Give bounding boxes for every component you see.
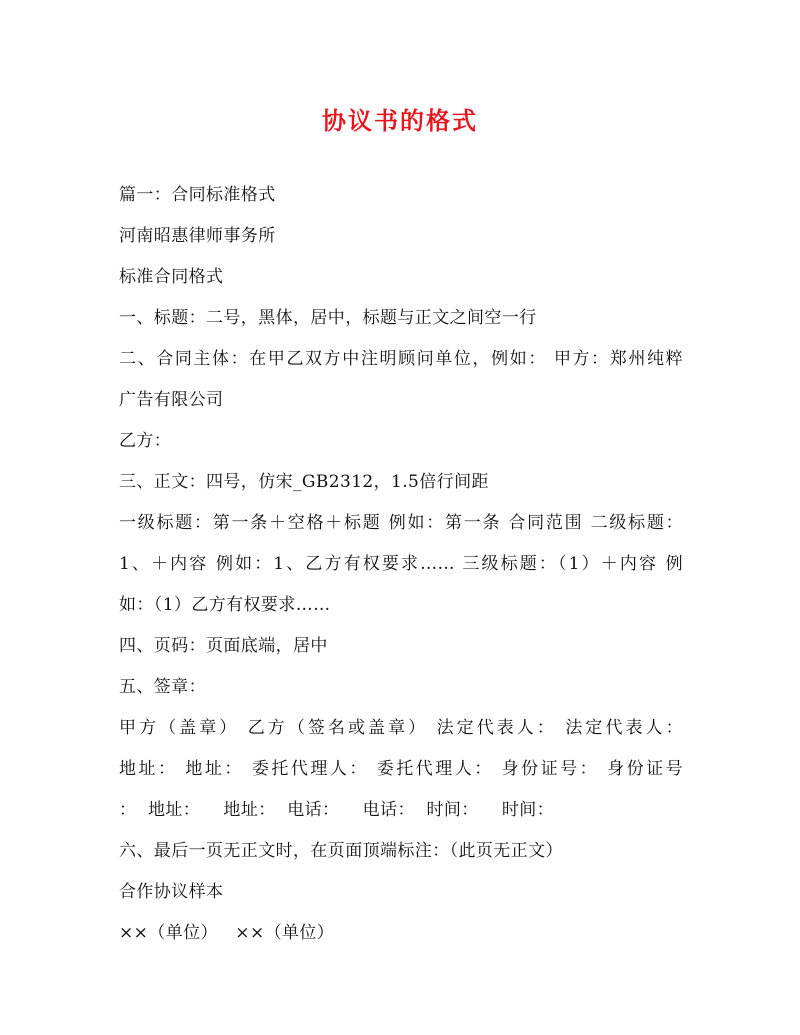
body-line: 合作协议样本 [119,882,224,902]
body-line: 河南昭惠律师事务所 [119,226,276,246]
document-title: 协议书的格式 [322,106,478,135]
body-line: 一级标题：第一条＋空格＋标题 例如：第一条 合同范围 二级标题： [119,513,683,533]
body-line: ： 地址： 地址： 电话： 电话： 时间： 时间： [119,800,555,820]
body-line: 二、合同主体：在甲乙双方中注明顾问单位，例如： 甲方：郑州纯粹 [119,349,683,369]
body-line: 地址： 地址： 委托代理人： 委托代理人： 身份证号： 身份证号 [119,759,683,779]
body-line: 1、＋内容 例如：1、乙方有权要求…… 三级标题：（1）＋内容 例 [119,554,683,574]
body-line: 乙方： [119,431,172,451]
body-line: 三、正文：四号，仿宋_GB2312，1.5倍行间距 [119,472,489,492]
body-line: 四、页码：页面底端，居中 [119,636,328,656]
body-line: ××（单位） ××（单位） [119,923,335,943]
body-line: 五、签章： [119,677,206,697]
body-line: 一、标题：二号，黑体，居中，标题与正文之间空一行 [119,308,537,328]
body-line: 如：（1）乙方有权要求…… [119,595,331,615]
body-line: 甲方（盖章） 乙方（签名或盖章） 法定代表人： 法定代表人： [119,718,683,738]
document-body [119,175,683,954]
body-line: 六、最后一页无正文时，在页面顶端标注：（此页无正文） [119,841,563,861]
body-line: 标准合同格式 [119,267,224,287]
body-line: 广告有限公司 [119,390,224,410]
body-line: 篇一：合同标准格式 [119,185,276,205]
